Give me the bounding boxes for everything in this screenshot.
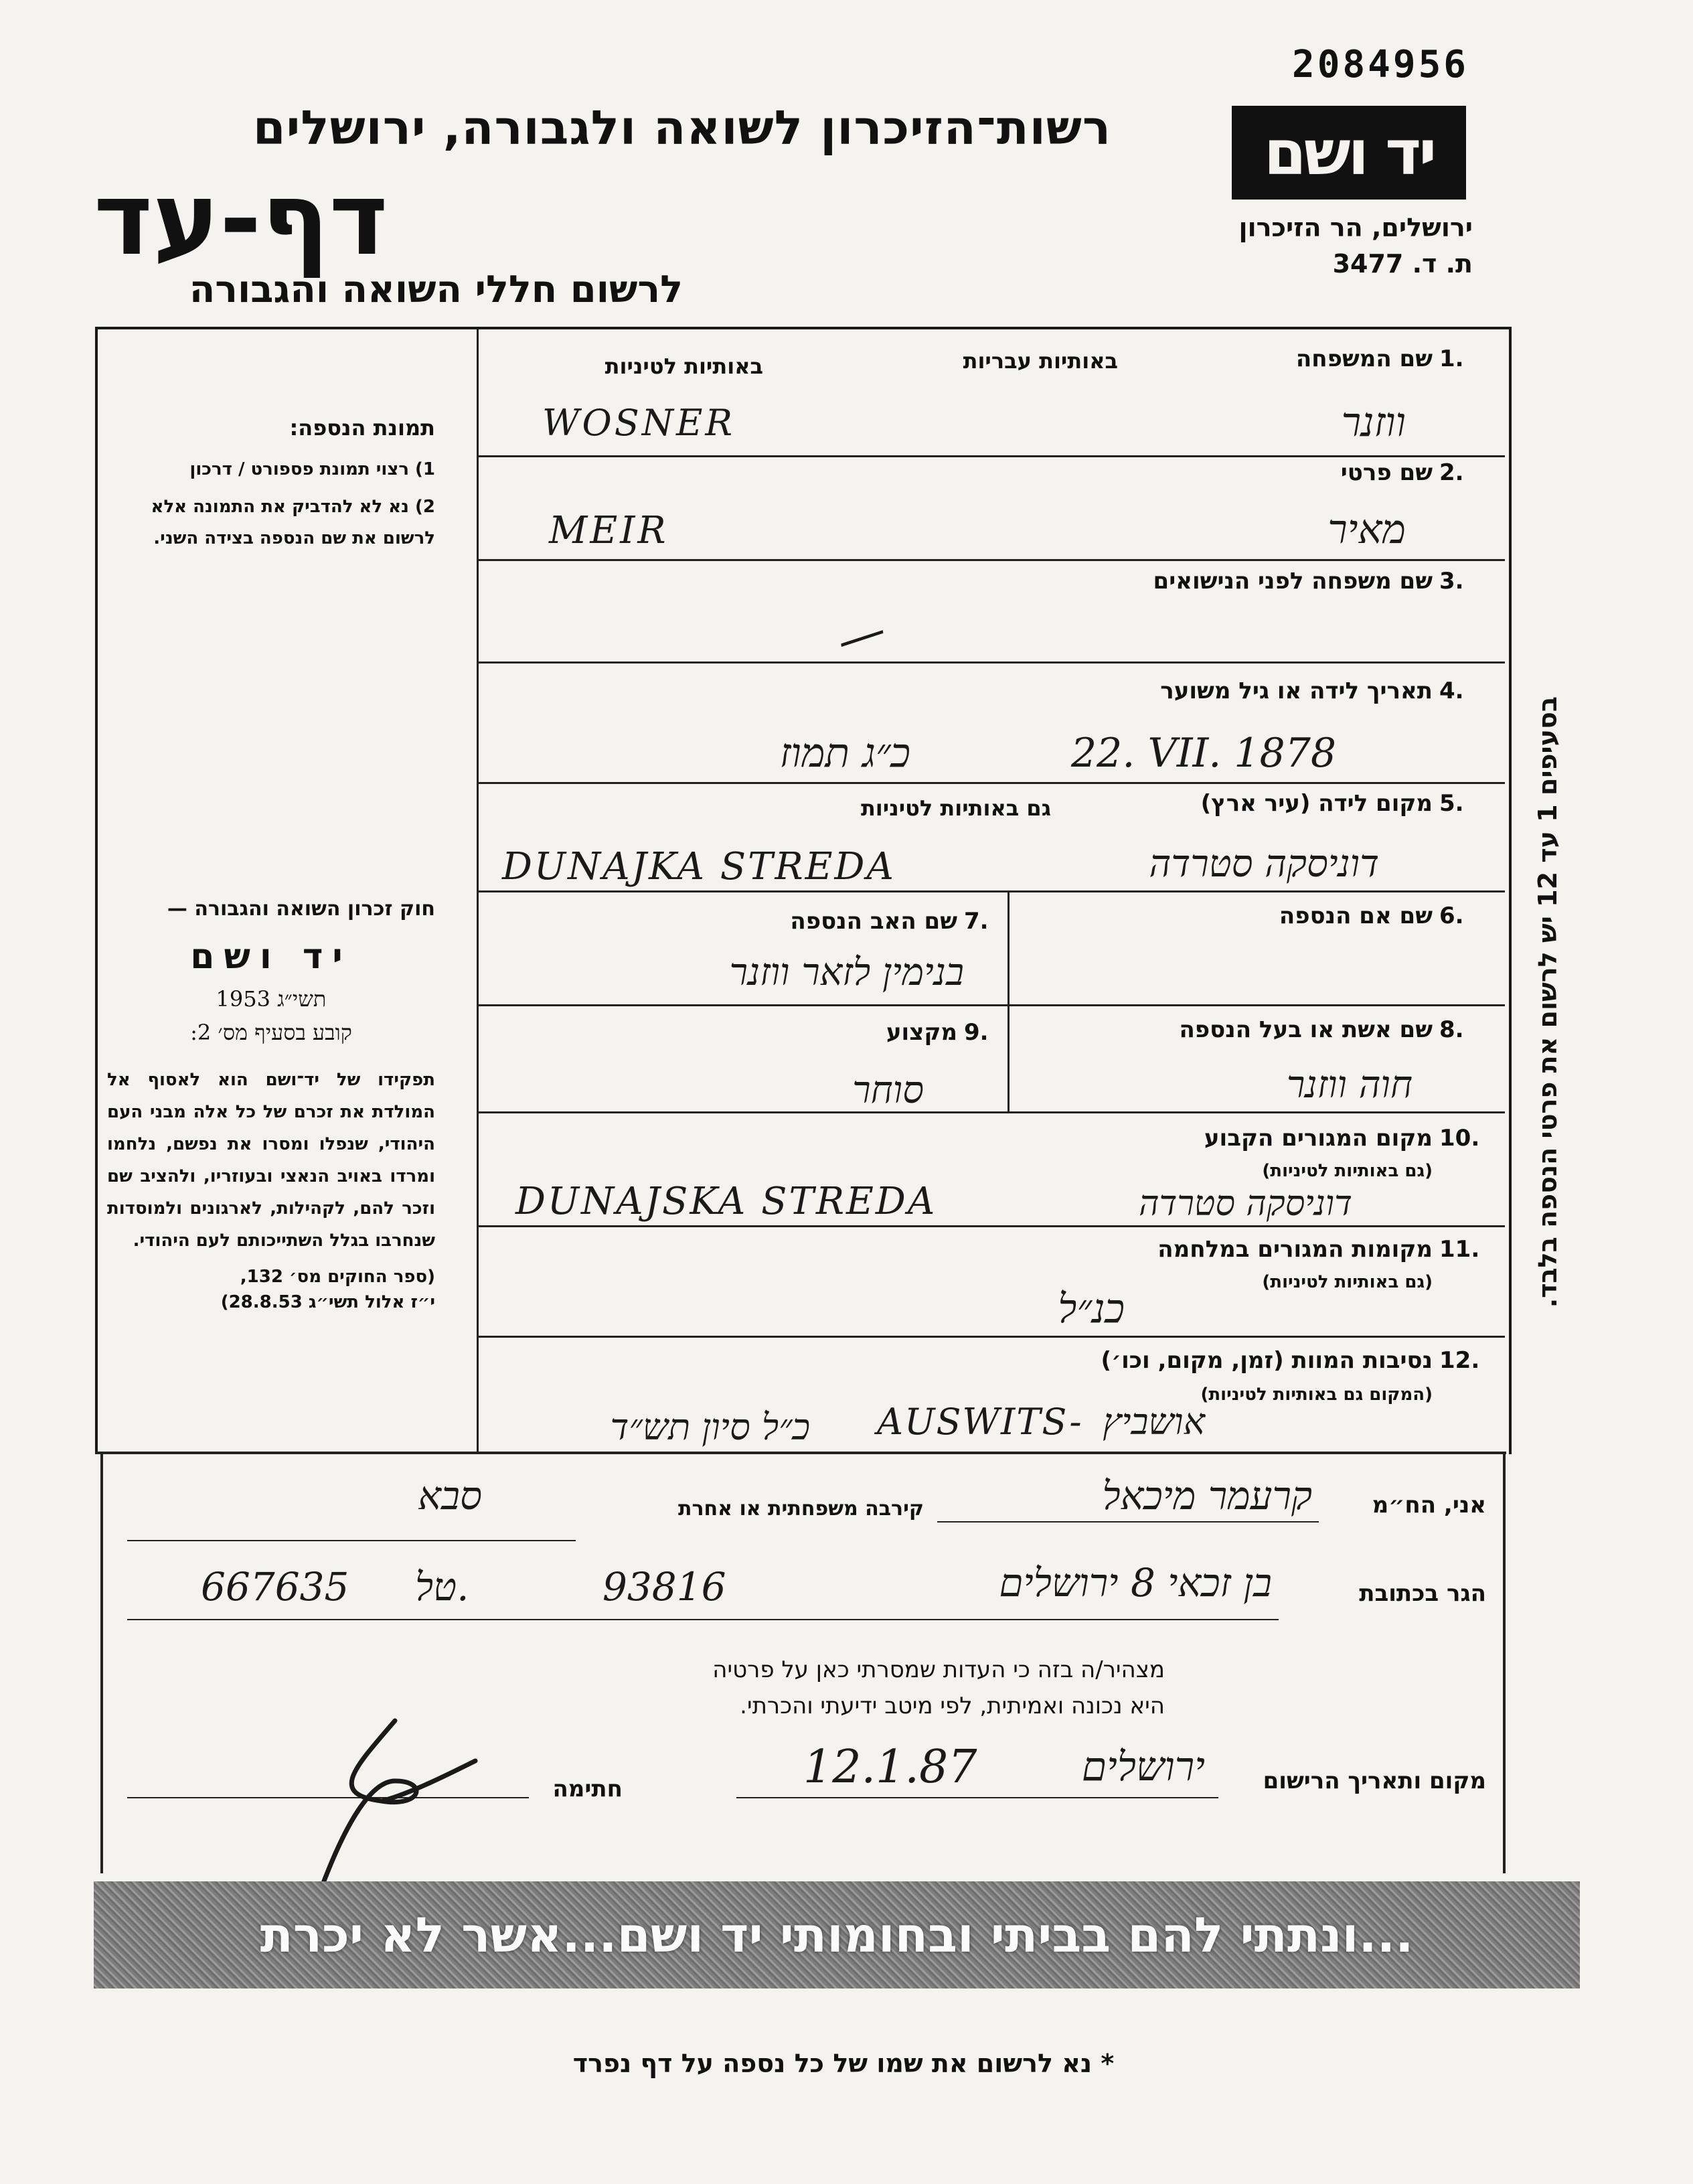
- field7-label: שם האב הנספה: [790, 908, 957, 935]
- law-title: חוק זכרון השואה והגבורה —: [167, 897, 435, 921]
- relation-line: [127, 1540, 576, 1541]
- field8-number: 8.: [1439, 1016, 1464, 1043]
- logo-text: יד ושם: [1263, 116, 1435, 189]
- sep-f3: [478, 559, 1505, 561]
- registration-date[interactable]: 12.1.87: [803, 1741, 977, 1794]
- authority-title: רשות־הזיכרון לשואה ולגבורה, ירושלים: [252, 100, 1111, 155]
- sidebar: [107, 415, 435, 554]
- relation-value[interactable]: סבא: [418, 1473, 482, 1518]
- zip-value[interactable]: 93816: [602, 1564, 726, 1610]
- field5-latin-value[interactable]: DUNAJKA STREDA: [502, 845, 896, 888]
- field12-label: נסיבות המוות (זמן, מקום, וכו׳): [1101, 1347, 1433, 1374]
- field3-label: שם משפחה לפני הנישואים: [1153, 568, 1433, 595]
- field11-label: מקומות המגורים במלחמה: [1157, 1236, 1433, 1263]
- field4-number: 4.: [1439, 678, 1464, 704]
- field10-hint: (גם באותיות לטיניות): [1262, 1161, 1433, 1181]
- address-line2: ת. ד. 3477: [1332, 249, 1473, 279]
- sidebar-bottom-line: [95, 1452, 1506, 1454]
- form-title: דף-עד: [94, 161, 388, 278]
- address-value[interactable]: בן זכאי 8 ירושלים: [999, 1560, 1272, 1606]
- field4-date-value[interactable]: 22. VII. 1878: [1071, 730, 1337, 777]
- law-clause: קובע בסעיף מס׳ 2:: [190, 1020, 352, 1045]
- divider-f6-f9: [1007, 890, 1010, 1111]
- photo-note-1: 1) רצוי תמונת פספורט / דרכון: [189, 459, 435, 479]
- field8-label: שם אשת או בעל הנספה: [1179, 1016, 1433, 1043]
- field6-label: שם אם הנספה: [1279, 903, 1433, 929]
- field1-latin-value[interactable]: WOSNER: [542, 402, 736, 444]
- declaration-line-2: היא נכונה ואמיתית, לפי מיטב ידיעתי והכרתי.: [740, 1693, 1165, 1719]
- field10-number: 10.: [1439, 1125, 1480, 1152]
- field3-number: 3.: [1439, 568, 1464, 595]
- field12-date-value[interactable]: כ״ל סיון תש״ד: [610, 1406, 810, 1448]
- sep-f4: [478, 661, 1505, 664]
- field1-number: 1.: [1439, 345, 1464, 372]
- declaration-line-1: מצהיר/ה בזה כי העדות שמסרתי כאן על פרטיה: [712, 1656, 1165, 1683]
- photo-note-2: 2) נא לא להדביק את התמונה אלא לרשום את שם הנספה בצידה השני.: [151, 497, 435, 548]
- yad-vashem-logo: [1232, 106, 1466, 200]
- tel-value[interactable]: 667635: [201, 1564, 349, 1610]
- field9-value[interactable]: סוחר: [852, 1069, 924, 1112]
- sep-f2: [478, 455, 1505, 457]
- law-reference: (ספר החוקים מס׳ 132,: [240, 1266, 435, 1287]
- field1-label: שם המשפחה: [1295, 345, 1433, 372]
- field7-number: 7.: [964, 908, 989, 935]
- serial-number: 2084956: [1292, 43, 1469, 86]
- sep-f8: [478, 1004, 1505, 1006]
- field11-value[interactable]: כנ״ל: [1058, 1285, 1125, 1332]
- hebrew-letters-heading: באותיות עבריות: [963, 348, 1118, 374]
- relation-label: קירבה משפחתית או אחרת: [678, 1497, 924, 1520]
- vertical-note: בסעיפים 1 עד 12 יש לרשום את פרטי הנספה בלבד.: [1533, 696, 1562, 1308]
- field6-number: 6.: [1439, 903, 1464, 929]
- field5-label: מקום לידה (עיר ארץ): [1200, 790, 1433, 817]
- field10-latin-value[interactable]: DUNAJSKA STREDA: [515, 1180, 937, 1223]
- field7-value[interactable]: בנימין לזאר ווזנר: [729, 951, 964, 994]
- declarant-name[interactable]: קרעמר מיכאל: [1102, 1473, 1312, 1518]
- signature-mark[interactable]: [301, 1714, 502, 1901]
- field4-label: תאריך לידה או גיל משוער: [1160, 678, 1433, 704]
- field10-label: מקום המגורים הקבוע: [1204, 1125, 1433, 1152]
- address-line: [127, 1619, 1279, 1620]
- law-name: יד ושם: [190, 937, 352, 977]
- sep-f5: [478, 782, 1505, 784]
- field2-label: שם פרטי: [1340, 459, 1433, 486]
- field2-latin-value[interactable]: MEIR: [549, 509, 669, 552]
- frame-right-lower: [1503, 1452, 1506, 1873]
- law-date: י״ז אלול תשי״ג 28.8.53): [220, 1292, 435, 1312]
- latin-letters-heading: באותיות לטיניות: [604, 354, 763, 379]
- field11-hint: (גם באותיות לטיניות): [1262, 1272, 1433, 1292]
- law-year: תשי״ג 1953: [216, 986, 327, 1012]
- motto-banner: [94, 1881, 1580, 1988]
- field2-hebrew-value[interactable]: מאיר: [1327, 506, 1406, 553]
- footer-note: * נא לרשום את שמו של כל נספה על דף נפרד: [572, 2049, 1115, 2078]
- frame-left-lower: [100, 1452, 103, 1873]
- field12-hebrew-value[interactable]: אושביץ: [1103, 1401, 1205, 1443]
- law-box: [107, 897, 435, 1312]
- sep-f6: [478, 890, 1505, 892]
- field9-number: 9.: [964, 1019, 989, 1046]
- field12-hint: (המקום גם באותיות לטיניות): [1200, 1385, 1433, 1405]
- sep-f11: [478, 1225, 1505, 1227]
- field2-number: 2.: [1439, 459, 1464, 486]
- field12-number: 12.: [1439, 1347, 1480, 1374]
- field11-number: 11.: [1439, 1236, 1480, 1263]
- field5-number: 5.: [1439, 790, 1464, 817]
- place-value[interactable]: ירושלים: [1081, 1743, 1205, 1790]
- motto-text: ...ונתתי להם בביתי ובחומותי יד ושם...אשר לא יכרת: [260, 1907, 1414, 1963]
- declarant-name-line: [937, 1521, 1319, 1523]
- photo-title: תמונת הנספה:: [289, 415, 435, 441]
- form-subtitle: לרשום חללי השואה והגבורה: [189, 268, 683, 311]
- declarant-label: אני, הח״מ: [1372, 1492, 1486, 1518]
- field5-hebrew-value[interactable]: דוניסקה סטרדה: [1149, 842, 1379, 886]
- sep-f10: [478, 1111, 1505, 1113]
- place-date-label: מקום ותאריך הרישום: [1263, 1768, 1486, 1794]
- tel-label: טל.: [415, 1564, 469, 1610]
- field5-latin-hint: גם באותיות לטיניות: [860, 795, 1051, 821]
- place-date-line: [736, 1797, 1218, 1798]
- address-label: הגר בכתובת: [1359, 1580, 1486, 1607]
- sep-f12: [478, 1336, 1505, 1338]
- field1-hebrew-value[interactable]: ווזנר: [1341, 399, 1406, 446]
- field12-latin-value[interactable]: AUSWITS-: [877, 1401, 1083, 1443]
- law-text: תפקידו של יד־ושם הוא לאסוף אל המולדת את זכרם של כל אלה מבני העם היהודי, שנפלו ומסרו את נפשם, נלחמו ומרדו באויב הנאצי ובעוזריו, ולהציב שם וזכר להם, לקהילות, לארגונים ולמוסדות שנחרבו בגלל השתייכותם לעם היהודי.: [107, 1070, 435, 1251]
- field10-hebrew-value[interactable]: דוניסקה סטרדה: [1139, 1184, 1352, 1224]
- field9-label: מקצוע: [886, 1019, 957, 1046]
- field8-value[interactable]: חוה ווזנר: [1286, 1063, 1413, 1107]
- signature-label: חתימה: [552, 1776, 623, 1802]
- field4-hebrew-date[interactable]: כ״ג תמוז: [779, 730, 910, 777]
- field3-value[interactable]: —: [829, 600, 893, 670]
- address-line1: ירושלים, הר הזיכרון: [1238, 213, 1473, 242]
